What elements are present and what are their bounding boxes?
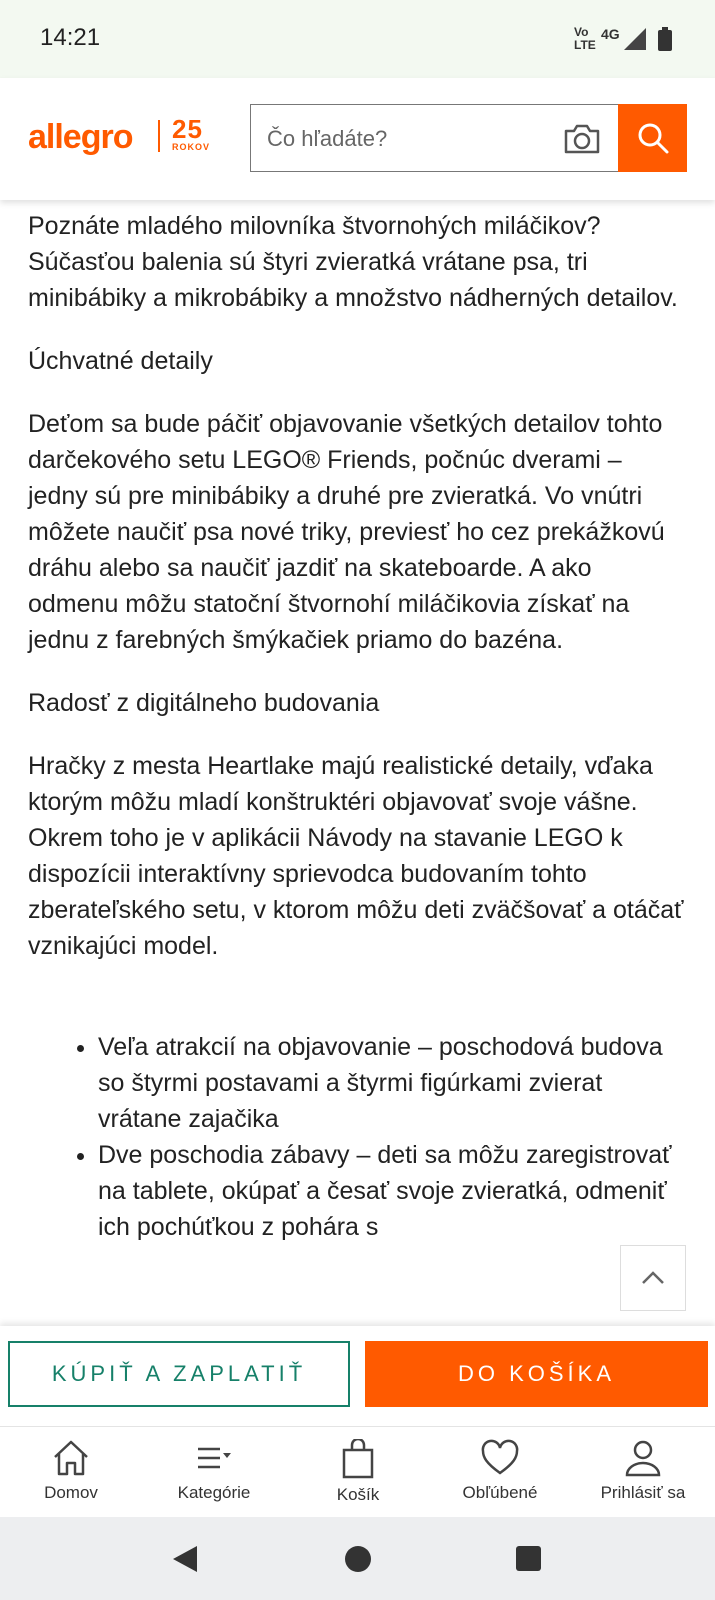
description-paragraph: Poznáte mladého milovníka štvornohých miláčikov? Súčasťou balenia sú štyri zvieratká vrátane psa, tri minibábiky a mikrobábiky a množstvo nádherných detailov. bbox=[28, 212, 678, 312]
product-description bbox=[28, 208, 688, 1245]
battery-icon bbox=[658, 27, 672, 51]
bottom-navigation bbox=[0, 1426, 715, 1517]
purchase-action-bar bbox=[0, 1326, 715, 1426]
scroll-to-top-button[interactable] bbox=[620, 1245, 686, 1311]
status-time: 14:21 bbox=[40, 24, 101, 51]
search-button[interactable] bbox=[618, 104, 687, 172]
search-input[interactable] bbox=[265, 105, 549, 173]
network-type: 4G bbox=[601, 26, 620, 42]
chevron-up-icon bbox=[621, 1246, 685, 1310]
nav-login-label: Prihlásiť sa bbox=[600, 1483, 686, 1502]
system-navigation-bar bbox=[0, 1516, 715, 1600]
app-header bbox=[0, 78, 715, 200]
logo-divider bbox=[158, 120, 160, 152]
search-icon bbox=[636, 121, 670, 155]
anniversary-label: ROKOV bbox=[172, 142, 211, 152]
heart-icon bbox=[480, 1439, 520, 1477]
buy-now-button[interactable]: KÚPIŤ A ZAPLATIŤ bbox=[8, 1341, 350, 1407]
user-icon bbox=[623, 1439, 663, 1477]
description-paragraph: Deťom sa bude páčiť objavovanie všetkých detailov tohto darčekového setu LEGO® Friends, počnúc dverami – jedny sú pre minibábiky a druhé pre zvieratká. Vo vnútri môžete naučiť psa nové triky, previesť ho cez prekážkovú dráhu alebo sa naučiť jazdiť na skateboarde. A ako odmenu môžu statoční štvornohí miláčikovia získať na jednu z farebných šmýkačiek priamo do bazéna. bbox=[28, 410, 665, 654]
feature-list bbox=[28, 1029, 688, 1245]
anniversary-badge bbox=[172, 116, 216, 152]
list-item: • Dve poschodia zábavy – deti sa môžu zaregistrovať na tablete, okúpať a česať svoje zvieratká, odmeniť ich pochúťkou z pohára s bbox=[98, 1137, 688, 1245]
recents-icon[interactable] bbox=[516, 1546, 541, 1571]
home-circle-icon[interactable] bbox=[344, 1545, 372, 1573]
signal-icon bbox=[624, 28, 646, 50]
section-heading: Úchvatné detaily bbox=[28, 347, 213, 375]
nav-categories[interactable] bbox=[144, 1439, 284, 1503]
nav-home[interactable] bbox=[1, 1439, 141, 1503]
status-bar bbox=[0, 0, 715, 78]
nav-favorites[interactable] bbox=[430, 1439, 570, 1503]
volte-indicator: Vo LTE bbox=[574, 25, 596, 52]
nav-favorites-label: Obľúbené bbox=[462, 1483, 538, 1502]
cart-icon bbox=[338, 1439, 378, 1479]
nav-login[interactable] bbox=[573, 1439, 713, 1503]
anniversary-number: 25 bbox=[172, 114, 203, 144]
nav-cart[interactable] bbox=[288, 1439, 428, 1505]
categories-icon bbox=[194, 1439, 234, 1477]
search-box bbox=[250, 104, 618, 172]
nav-home-label: Domov bbox=[44, 1483, 98, 1502]
back-icon[interactable] bbox=[170, 1544, 200, 1574]
description-paragraph: Hračky z mesta Heartlake majú realistické detaily, vďaka ktorým môžu mladí konštruktéri objavovať svoje vášne. Okrem toho je v aplikácii Návody na stavanie LEGO k dispozícii interaktívny sprievodca budovaním tohto zberateľského setu, v ktorom môžu deti zväčšovať a otáčať vznikajúci model. bbox=[28, 752, 684, 960]
camera-icon[interactable] bbox=[563, 123, 601, 155]
add-to-cart-button[interactable]: DO KOŠÍKA bbox=[365, 1341, 708, 1407]
section-heading: Radosť z digitálneho budovania bbox=[28, 689, 380, 717]
home-icon bbox=[51, 1439, 91, 1477]
allegro-logo[interactable]: allegro bbox=[28, 118, 133, 156]
nav-cart-label: Košík bbox=[336, 1485, 380, 1504]
nav-categories-label: Kategórie bbox=[177, 1483, 251, 1502]
list-item: • Veľa atrakcií na objavovanie – poschodová budova so štyrmi postavami a štyrmi figúrkami zvierat vrátane zajačika bbox=[98, 1029, 688, 1137]
